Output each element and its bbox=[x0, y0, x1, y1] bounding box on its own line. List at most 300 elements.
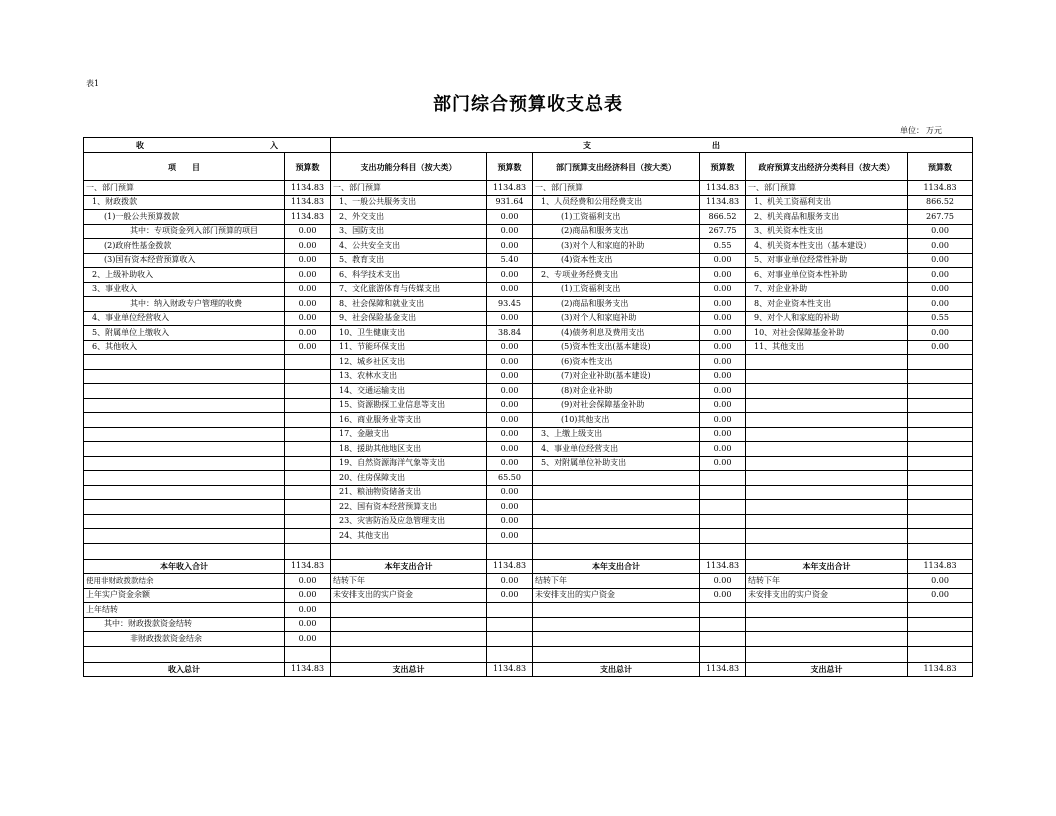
amount-cell: 0.00 bbox=[285, 326, 331, 341]
item-cell: 6、科学技术支出 bbox=[331, 268, 487, 283]
amount-cell: 0.00 bbox=[285, 239, 331, 254]
amount-cell: 0.00 bbox=[285, 282, 331, 297]
amount-cell: 0.00 bbox=[700, 442, 746, 457]
item-cell: 24、其他支出 bbox=[331, 529, 487, 544]
item-cell: 结转下年 bbox=[533, 574, 700, 589]
grand-total-row bbox=[84, 662, 973, 677]
table-row bbox=[84, 297, 973, 312]
table-row bbox=[84, 340, 973, 355]
group-header-row bbox=[84, 138, 973, 153]
item-cell: (4)资本性支出 bbox=[533, 253, 700, 268]
item-cell: 7、对企业补助 bbox=[746, 282, 908, 297]
item-cell: 20、住房保障支出 bbox=[331, 471, 487, 486]
amount-cell: 0.00 bbox=[908, 239, 973, 254]
item-cell: 4、公共安全支出 bbox=[331, 239, 487, 254]
item-cell: 17、金融支出 bbox=[331, 427, 487, 442]
item-cell: 22、国有资本经营预算支出 bbox=[331, 500, 487, 515]
item-cell: 1、机关工资福利支出 bbox=[746, 195, 908, 210]
item-cell bbox=[84, 355, 285, 370]
item-cell bbox=[746, 413, 908, 428]
amount-cell bbox=[285, 384, 331, 399]
carry-row bbox=[84, 588, 973, 603]
item-cell bbox=[533, 514, 700, 529]
table-row bbox=[84, 398, 973, 413]
item-cell: 一、部门预算 bbox=[746, 181, 908, 196]
item-cell: 4、事业单位经营支出 bbox=[533, 442, 700, 457]
amount-cell: 0.00 bbox=[700, 355, 746, 370]
amount-cell bbox=[285, 456, 331, 471]
item-cell: 1、人员经费和公用经费支出 bbox=[533, 195, 700, 210]
amount-cell bbox=[908, 442, 973, 457]
budget-summary-table bbox=[83, 137, 973, 677]
expense-group-char-2: 出 bbox=[712, 140, 721, 150]
amount-cell bbox=[487, 603, 533, 618]
item-cell: 15、资源勘探工业信息等支出 bbox=[331, 398, 487, 413]
amount-cell: 0.00 bbox=[700, 456, 746, 471]
amount-cell: 0.00 bbox=[700, 268, 746, 283]
col-header-amount: 预算数 bbox=[487, 153, 533, 181]
item-cell: 11、其他支出 bbox=[746, 340, 908, 355]
col-header-amount: 预算数 bbox=[700, 153, 746, 181]
amount-cell bbox=[700, 529, 746, 544]
amount-cell: 0.00 bbox=[700, 282, 746, 297]
amount-cell: 0.00 bbox=[487, 224, 533, 239]
table-row bbox=[84, 326, 973, 341]
item-cell: 1、财政拨款 bbox=[84, 195, 285, 210]
item-cell: 1、一般公共服务支出 bbox=[331, 195, 487, 210]
item-cell: (2)政府性基金拨款 bbox=[84, 239, 285, 254]
item-cell: (3)对个人和家庭的补助 bbox=[533, 239, 700, 254]
amount-cell bbox=[908, 514, 973, 529]
item-cell: (2)商品和服务支出 bbox=[533, 297, 700, 312]
item-cell: 上年实户资金余额 bbox=[84, 588, 285, 603]
amount-cell bbox=[285, 442, 331, 457]
amount-cell: 0.00 bbox=[908, 574, 973, 589]
amount-cell bbox=[908, 355, 973, 370]
item-cell bbox=[533, 617, 700, 632]
amount-cell bbox=[908, 617, 973, 632]
item-cell: 5、对附属单位补助支出 bbox=[533, 456, 700, 471]
item-cell bbox=[746, 355, 908, 370]
amount-cell: 0.00 bbox=[285, 603, 331, 618]
amount-cell: 38.84 bbox=[487, 326, 533, 341]
amount-cell bbox=[908, 398, 973, 413]
item-cell: (3)对个人和家庭补助 bbox=[533, 311, 700, 326]
item-cell bbox=[84, 485, 285, 500]
amount-cell: 1134.83 bbox=[487, 662, 533, 677]
item-cell: (1)工资福利支出 bbox=[533, 210, 700, 225]
item-cell: 8、社会保障和就业支出 bbox=[331, 297, 487, 312]
amount-cell: 0.00 bbox=[285, 253, 331, 268]
amount-cell bbox=[285, 485, 331, 500]
table-row bbox=[84, 485, 973, 500]
amount-cell bbox=[285, 471, 331, 486]
col-header-amount: 预算数 bbox=[285, 153, 331, 181]
item-cell bbox=[84, 398, 285, 413]
item-cell: 一、部门预算 bbox=[84, 181, 285, 196]
amount-cell: 0.00 bbox=[487, 355, 533, 370]
amount-cell: 1134.83 bbox=[285, 195, 331, 210]
col-header-gov-economic: 政府预算支出经济分类科目（按大类） bbox=[746, 153, 908, 181]
amount-cell bbox=[908, 632, 973, 647]
amount-cell: 0.00 bbox=[487, 210, 533, 225]
amount-cell: 866.52 bbox=[908, 195, 973, 210]
item-cell: 2、外交支出 bbox=[331, 210, 487, 225]
amount-cell: 1134.83 bbox=[908, 559, 973, 574]
item-cell: 5、附属单位上缴收入 bbox=[84, 326, 285, 341]
amount-cell: 1134.83 bbox=[908, 181, 973, 196]
item-cell: 23、灾害防治及应急管理支出 bbox=[331, 514, 487, 529]
item-cell: 本年收入合计 bbox=[84, 559, 285, 574]
item-cell: 4、机关资本性支出（基本建设） bbox=[746, 239, 908, 254]
table-row bbox=[84, 427, 973, 442]
table-row bbox=[84, 456, 973, 471]
item-cell bbox=[533, 500, 700, 515]
amount-cell: 0.00 bbox=[700, 384, 746, 399]
item-cell bbox=[746, 500, 908, 515]
amount-cell: 0.00 bbox=[908, 297, 973, 312]
table-row bbox=[84, 268, 973, 283]
expense-group-char-1: 支 bbox=[583, 140, 591, 150]
amount-cell: 0.00 bbox=[487, 268, 533, 283]
amount-cell: 1134.83 bbox=[285, 210, 331, 225]
item-cell: 其中：专项资金列入部门预算的项目 bbox=[84, 224, 285, 239]
amount-cell: 0.00 bbox=[487, 529, 533, 544]
amount-cell bbox=[285, 413, 331, 428]
item-cell bbox=[746, 398, 908, 413]
amount-cell bbox=[908, 529, 973, 544]
item-cell: 21、粮油物资储备支出 bbox=[331, 485, 487, 500]
amount-cell bbox=[700, 617, 746, 632]
item-cell: (3)国有资本经营预算收入 bbox=[84, 253, 285, 268]
item-cell bbox=[84, 427, 285, 442]
item-cell: (2)商品和服务支出 bbox=[533, 224, 700, 239]
item-cell: 支出总计 bbox=[746, 662, 908, 677]
table-row bbox=[84, 181, 973, 196]
amount-cell: 0.55 bbox=[700, 239, 746, 254]
table-row bbox=[84, 210, 973, 225]
col-header-item: 项 目 bbox=[84, 153, 285, 181]
item-cell: 未安排支出的实户资金 bbox=[746, 588, 908, 603]
amount-cell: 0.00 bbox=[285, 574, 331, 589]
item-cell: 5、教育支出 bbox=[331, 253, 487, 268]
amount-cell: 0.55 bbox=[908, 311, 973, 326]
item-cell bbox=[746, 617, 908, 632]
item-cell bbox=[84, 529, 285, 544]
table-row bbox=[84, 384, 973, 399]
item-cell: 6、对事业单位资本性补助 bbox=[746, 268, 908, 283]
col-header-economic: 部门预算支出经济科目（按大类） bbox=[533, 153, 700, 181]
item-cell: 4、事业单位经营收入 bbox=[84, 311, 285, 326]
amount-cell bbox=[908, 603, 973, 618]
item-cell: 2、机关商品和服务支出 bbox=[746, 210, 908, 225]
amount-cell bbox=[700, 632, 746, 647]
table-row bbox=[84, 413, 973, 428]
item-cell: 结转下年 bbox=[746, 574, 908, 589]
item-cell bbox=[746, 442, 908, 457]
item-cell: 本年支出合计 bbox=[533, 559, 700, 574]
item-cell bbox=[331, 632, 487, 647]
item-cell: 收入总计 bbox=[84, 662, 285, 677]
amount-cell: 0.00 bbox=[487, 369, 533, 384]
amount-cell: 5.40 bbox=[487, 253, 533, 268]
amount-cell bbox=[700, 485, 746, 500]
item-cell: (4)债务利息及费用支出 bbox=[533, 326, 700, 341]
amount-cell: 1134.83 bbox=[285, 181, 331, 196]
item-cell: (7)对企业补助(基本建设) bbox=[533, 369, 700, 384]
item-cell bbox=[533, 529, 700, 544]
item-cell: 其中：纳入财政专户管理的收费 bbox=[84, 297, 285, 312]
income-group-char-1: 收 bbox=[136, 140, 144, 150]
amount-cell: 0.00 bbox=[700, 398, 746, 413]
item-cell: 16、商业服务业等支出 bbox=[331, 413, 487, 428]
amount-cell bbox=[285, 500, 331, 515]
item-cell: 11、节能环保支出 bbox=[331, 340, 487, 355]
amount-cell: 1134.83 bbox=[487, 559, 533, 574]
item-cell bbox=[84, 442, 285, 457]
item-cell: 8、对企业资本性支出 bbox=[746, 297, 908, 312]
item-cell bbox=[746, 485, 908, 500]
table-row bbox=[84, 529, 973, 544]
amount-cell: 267.75 bbox=[908, 210, 973, 225]
item-cell: 结转下年 bbox=[331, 574, 487, 589]
item-cell: 9、对个人和家庭的补助 bbox=[746, 311, 908, 326]
amount-cell bbox=[700, 514, 746, 529]
item-cell bbox=[84, 500, 285, 515]
item-cell bbox=[746, 603, 908, 618]
table-row bbox=[84, 514, 973, 529]
amount-cell: 0.00 bbox=[285, 632, 331, 647]
item-cell: 13、农林水支出 bbox=[331, 369, 487, 384]
carry-row bbox=[84, 632, 973, 647]
income-group-header bbox=[84, 138, 331, 153]
amount-cell: 0.00 bbox=[487, 384, 533, 399]
item-cell: 2、专项业务经费支出 bbox=[533, 268, 700, 283]
item-cell: 一、部门预算 bbox=[533, 181, 700, 196]
amount-cell: 931.64 bbox=[487, 195, 533, 210]
amount-cell: 0.00 bbox=[487, 485, 533, 500]
amount-cell: 0.00 bbox=[487, 427, 533, 442]
item-cell bbox=[746, 427, 908, 442]
table-row bbox=[84, 369, 973, 384]
amount-cell bbox=[285, 355, 331, 370]
col-header-amount: 预算数 bbox=[908, 153, 973, 181]
item-cell bbox=[746, 632, 908, 647]
amount-cell: 1134.83 bbox=[700, 559, 746, 574]
amount-cell bbox=[487, 617, 533, 632]
item-cell: (8)对企业补助 bbox=[533, 384, 700, 399]
amount-cell: 1134.83 bbox=[285, 662, 331, 677]
item-cell: 10、卫生健康支出 bbox=[331, 326, 487, 341]
carry-row bbox=[84, 603, 973, 618]
item-cell: 2、上级补助收入 bbox=[84, 268, 285, 283]
item-cell: (9)对社会保障基金补助 bbox=[533, 398, 700, 413]
amount-cell bbox=[908, 500, 973, 515]
column-header-row bbox=[84, 153, 973, 181]
amount-cell: 1134.83 bbox=[700, 195, 746, 210]
item-cell: (5)资本性支出(基本建设) bbox=[533, 340, 700, 355]
item-cell: 3、上缴上级支出 bbox=[533, 427, 700, 442]
page-title: 部门综合预算收支总表 bbox=[433, 94, 623, 115]
amount-cell: 0.00 bbox=[908, 340, 973, 355]
item-cell: 使用非财政拨款结余 bbox=[84, 574, 285, 589]
amount-cell: 0.00 bbox=[487, 282, 533, 297]
amount-cell bbox=[285, 514, 331, 529]
amount-cell bbox=[700, 603, 746, 618]
item-cell bbox=[533, 471, 700, 486]
amount-cell: 0.00 bbox=[908, 253, 973, 268]
amount-cell bbox=[908, 456, 973, 471]
item-cell: 其中：财政拨款资金结转 bbox=[84, 617, 285, 632]
table-row bbox=[84, 355, 973, 370]
item-cell: 3、事业收入 bbox=[84, 282, 285, 297]
amount-cell: 0.00 bbox=[908, 326, 973, 341]
amount-cell: 0.00 bbox=[487, 442, 533, 457]
amount-cell bbox=[700, 471, 746, 486]
item-cell bbox=[84, 413, 285, 428]
amount-cell: 0.00 bbox=[285, 224, 331, 239]
item-cell bbox=[746, 369, 908, 384]
amount-cell: 267.75 bbox=[700, 224, 746, 239]
item-cell: 5、对事业单位经常性补助 bbox=[746, 253, 908, 268]
unit-label: 单位： bbox=[900, 126, 924, 135]
item-cell bbox=[746, 471, 908, 486]
item-cell bbox=[533, 485, 700, 500]
item-cell: 本年支出合计 bbox=[746, 559, 908, 574]
amount-cell: 0.00 bbox=[700, 253, 746, 268]
item-cell: 支出总计 bbox=[533, 662, 700, 677]
item-cell: 3、机关资本性支出 bbox=[746, 224, 908, 239]
amount-cell: 1134.83 bbox=[700, 662, 746, 677]
amount-cell: 0.00 bbox=[285, 588, 331, 603]
col-header-function: 支出功能分科目（按大类） bbox=[331, 153, 487, 181]
table-row bbox=[84, 239, 973, 254]
amount-cell bbox=[908, 471, 973, 486]
amount-cell: 0.00 bbox=[487, 239, 533, 254]
item-cell: 3、国防支出 bbox=[331, 224, 487, 239]
amount-cell: 0.00 bbox=[700, 297, 746, 312]
item-cell: 14、交通运输支出 bbox=[331, 384, 487, 399]
table-row bbox=[84, 224, 973, 239]
amount-cell: 0.00 bbox=[700, 588, 746, 603]
amount-cell: 0.00 bbox=[700, 413, 746, 428]
amount-cell: 1134.83 bbox=[700, 181, 746, 196]
item-cell bbox=[84, 456, 285, 471]
amount-cell: 0.00 bbox=[487, 500, 533, 515]
item-cell: 一、部门预算 bbox=[331, 181, 487, 196]
amount-cell: 0.00 bbox=[285, 340, 331, 355]
amount-cell: 0.00 bbox=[908, 282, 973, 297]
unit-note bbox=[900, 125, 942, 136]
amount-cell: 1134.83 bbox=[285, 559, 331, 574]
item-cell: 支出总计 bbox=[331, 662, 487, 677]
amount-cell bbox=[285, 398, 331, 413]
amount-cell: 65.50 bbox=[487, 471, 533, 486]
amount-cell: 93.45 bbox=[487, 297, 533, 312]
amount-cell: 0.00 bbox=[908, 588, 973, 603]
item-cell: 6、其他收入 bbox=[84, 340, 285, 355]
amount-cell bbox=[700, 500, 746, 515]
amount-cell bbox=[487, 632, 533, 647]
amount-cell bbox=[908, 369, 973, 384]
amount-cell: 0.00 bbox=[487, 588, 533, 603]
amount-cell: 0.00 bbox=[700, 369, 746, 384]
carry-row bbox=[84, 574, 973, 589]
table-row bbox=[84, 442, 973, 457]
amount-cell: 0.00 bbox=[700, 340, 746, 355]
amount-cell: 0.00 bbox=[700, 574, 746, 589]
amount-cell: 0.00 bbox=[487, 514, 533, 529]
amount-cell: 0.00 bbox=[700, 326, 746, 341]
unit-value: 万元 bbox=[926, 126, 942, 135]
spacer-row bbox=[84, 543, 973, 559]
table-row bbox=[84, 311, 973, 326]
item-cell bbox=[84, 514, 285, 529]
item-cell: (1)工资福利支出 bbox=[533, 282, 700, 297]
amount-cell bbox=[908, 384, 973, 399]
item-cell: 本年支出合计 bbox=[331, 559, 487, 574]
amount-cell: 0.00 bbox=[487, 398, 533, 413]
item-cell: 非财政拨款资金结余 bbox=[84, 632, 285, 647]
amount-cell: 0.00 bbox=[285, 297, 331, 312]
item-cell bbox=[331, 617, 487, 632]
amount-cell bbox=[285, 427, 331, 442]
amount-cell: 1134.83 bbox=[487, 181, 533, 196]
item-cell bbox=[84, 471, 285, 486]
item-cell bbox=[746, 384, 908, 399]
item-cell bbox=[533, 632, 700, 647]
item-cell: 未安排支出的实户资金 bbox=[331, 588, 487, 603]
amount-cell: 0.00 bbox=[908, 268, 973, 283]
spacer-row bbox=[84, 646, 973, 662]
amount-cell: 0.00 bbox=[285, 617, 331, 632]
amount-cell: 0.00 bbox=[700, 311, 746, 326]
amount-cell: 0.00 bbox=[908, 224, 973, 239]
amount-cell: 0.00 bbox=[285, 311, 331, 326]
amount-cell: 0.00 bbox=[487, 311, 533, 326]
table-row bbox=[84, 282, 973, 297]
income-group-char-2: 入 bbox=[270, 140, 278, 150]
item-cell: 7、文化旅游体育与传媒支出 bbox=[331, 282, 487, 297]
table-row bbox=[84, 253, 973, 268]
item-cell bbox=[746, 529, 908, 544]
carry-row bbox=[84, 617, 973, 632]
amount-cell bbox=[908, 485, 973, 500]
item-cell: 19、自然资源海洋气象等支出 bbox=[331, 456, 487, 471]
amount-cell: 866.52 bbox=[700, 210, 746, 225]
amount-cell bbox=[908, 413, 973, 428]
table-number-label: 表1 bbox=[86, 79, 100, 88]
table-row bbox=[84, 195, 973, 210]
amount-cell: 0.00 bbox=[285, 268, 331, 283]
table-row bbox=[84, 500, 973, 515]
item-cell: 9、社会保险基金支出 bbox=[331, 311, 487, 326]
item-cell bbox=[84, 369, 285, 384]
amount-cell bbox=[285, 529, 331, 544]
amount-cell: 1134.83 bbox=[908, 662, 973, 677]
item-cell bbox=[746, 456, 908, 471]
amount-cell bbox=[285, 369, 331, 384]
amount-cell: 0.00 bbox=[487, 456, 533, 471]
item-cell: 上年结转 bbox=[84, 603, 285, 618]
item-cell bbox=[746, 514, 908, 529]
item-cell bbox=[331, 603, 487, 618]
item-cell: (6)资本性支出 bbox=[533, 355, 700, 370]
amount-cell: 0.00 bbox=[700, 427, 746, 442]
item-cell: 未安排支出的实户资金 bbox=[533, 588, 700, 603]
item-cell bbox=[84, 384, 285, 399]
item-cell: (10)其他支出 bbox=[533, 413, 700, 428]
